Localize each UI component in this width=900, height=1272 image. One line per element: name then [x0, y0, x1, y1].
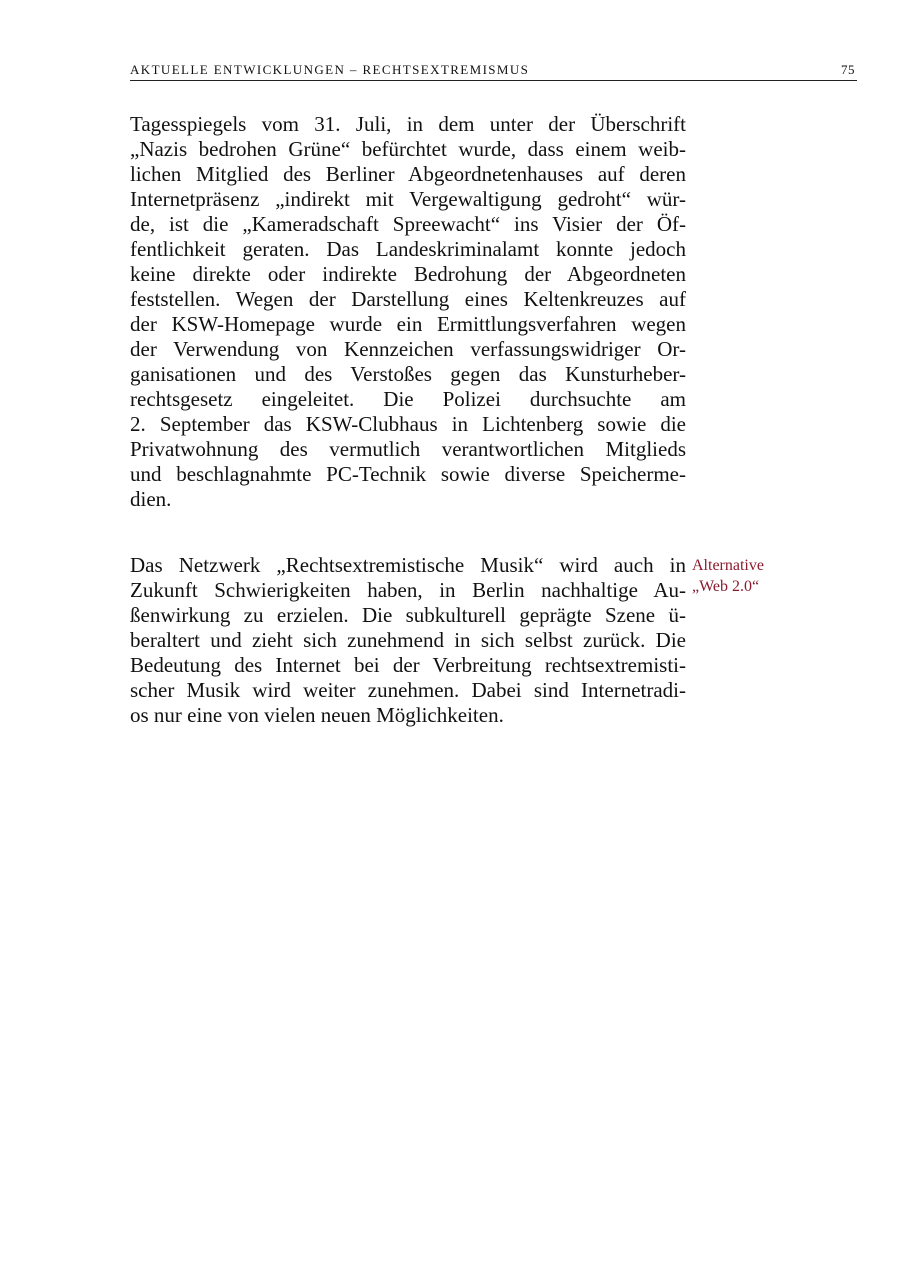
margin-note-line: Alternative	[692, 557, 764, 574]
header-title: AKTUELLE ENTWICKLUNGEN – RECHTSEXTREMISMUS	[130, 62, 530, 77]
text-line: fentlichkeit geraten. Das Landeskriminalamt konnte jedoch	[130, 237, 686, 261]
text-line: os nur eine von vielen neuen Möglichkeiten.	[130, 703, 504, 727]
text-line: Tagesspiegels vom 31. Juli, in dem unter der Überschrift	[130, 112, 686, 136]
text-line: Das Netzwerk „Rechtsextremistische Musik“ wird auch in	[130, 553, 686, 577]
text-line: und beschlagnahmte PC-Technik sowie diverse Speicherme-	[130, 462, 686, 486]
text-line: beraltert und zieht sich zunehmend in sich selbst zurück. Die	[130, 628, 686, 652]
text-line: rechtsgesetz eingeleitet. Die Polizei durchsuchte am	[130, 387, 686, 411]
text-line: Internetpräsenz „indirekt mit Vergewaltigung gedroht“ wür-	[130, 187, 686, 211]
page-number: 75	[841, 62, 855, 77]
text-line: lichen Mitglied des Berliner Abgeordnetenhauses auf deren	[130, 162, 686, 186]
margin-note	[692, 555, 802, 597]
text-line: „Nazis bedrohen Grüne“ befürchtet wurde, dass einem weib-	[130, 137, 686, 161]
text-line: ganisationen und des Verstoßes gegen das Kunsturheber-	[130, 362, 686, 386]
text-line: Privatwohnung des vermutlich verantwortlichen Mitglieds	[130, 437, 686, 461]
text-line: der Verwendung von Kennzeichen verfassungswidriger Or-	[130, 337, 686, 361]
text-line: Bedeutung des Internet bei der Verbreitung rechtsextremisti-	[130, 653, 686, 677]
running-header	[130, 62, 857, 81]
text-line: feststellen. Wegen der Darstellung eines Keltenkreuzes auf	[130, 287, 686, 311]
paragraph-1	[130, 112, 686, 512]
text-line: Zukunft Schwierigkeiten haben, in Berlin nachhaltige Au-	[130, 578, 686, 602]
margin-note-line: „Web 2.0“	[692, 578, 760, 595]
paragraph-2	[130, 553, 686, 728]
text-line: keine direkte oder indirekte Bedrohung der Abgeordneten	[130, 262, 686, 286]
text-line: scher Musik wird weiter zunehmen. Dabei sind Internetradi-	[130, 678, 686, 702]
text-line: 2. September das KSW-Clubhaus in Lichtenberg sowie die	[130, 412, 686, 436]
text-line: ßenwirkung zu erzielen. Die subkulturell geprägte Szene ü-	[130, 603, 686, 627]
text-line: der KSW-Homepage wurde ein Ermittlungsverfahren wegen	[130, 312, 686, 336]
text-line: dien.	[130, 487, 172, 511]
text-line: de, ist die „Kameradschaft Spreewacht“ ins Visier der Öf-	[130, 212, 686, 236]
